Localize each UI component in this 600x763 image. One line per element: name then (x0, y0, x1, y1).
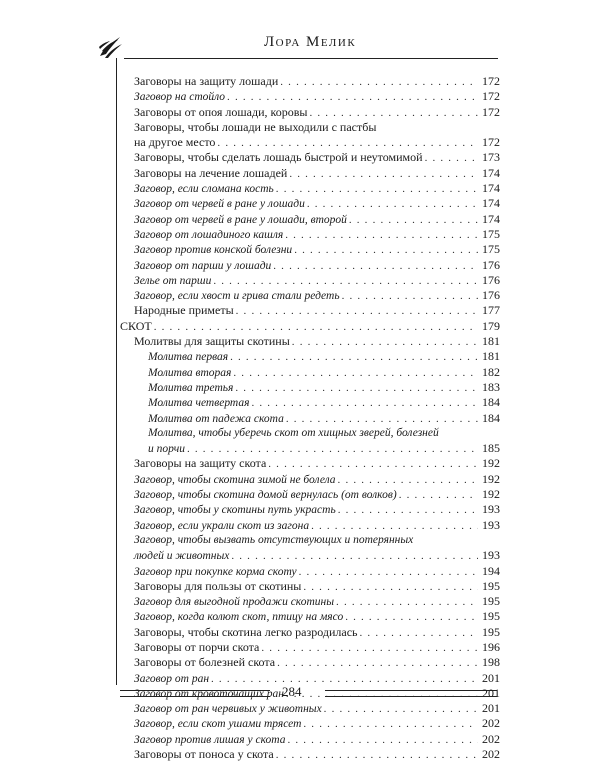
toc-leader-dots (276, 182, 478, 197)
toc-leader-dots (303, 717, 478, 732)
toc-entry-title: Молитва от падежа скота (148, 412, 284, 425)
toc-entry-page: 202 (482, 747, 500, 762)
toc-entry-page: 195 (482, 578, 500, 593)
toc-entry-page: 201 (482, 685, 500, 700)
toc-entry-title: Молитва вторая (148, 366, 232, 379)
toc-leader-dots (292, 335, 478, 350)
toc-entry-title: Заговор от ран (134, 672, 210, 685)
table-of-contents (120, 74, 500, 762)
toc-entry (120, 671, 500, 686)
toc-entry-title: Молитва, чтобы уберечь скот от хищных зверей, болезней (148, 426, 439, 439)
toc-entry (120, 625, 500, 640)
toc-entry-page: 172 (482, 89, 500, 104)
toc-entry (120, 258, 500, 273)
toc-leader-dots (287, 733, 478, 748)
toc-entry (120, 242, 500, 257)
toc-entry-title: Заговор на стойло (134, 91, 226, 104)
toc-entry (120, 227, 500, 242)
toc-entry-title: и порчи (148, 443, 185, 456)
toc-entry (120, 334, 500, 349)
toc-entry-page: 192 (482, 456, 500, 471)
toc-entry-title: Заговоры, чтобы сделать лошадь быстрой и неутомимой (134, 150, 423, 165)
toc-leader-dots (280, 75, 478, 90)
toc-entry (120, 273, 500, 288)
toc-leader-dots (349, 213, 478, 228)
toc-entry (120, 411, 500, 426)
toc-entry (120, 441, 500, 456)
toc-leader-dots (285, 228, 478, 243)
toc-leader-dots (227, 90, 478, 105)
toc-leader-dots (286, 412, 478, 427)
margin-rule (116, 58, 117, 685)
toc-entry-title: Заговоры от болезней скота (134, 655, 276, 670)
toc-entry-title: Заговор при покупке корма скоту (134, 565, 297, 578)
toc-entry-page: 182 (482, 364, 500, 379)
toc-entry-page: 201 (482, 701, 500, 716)
toc-entry-title: Заговор, когда колют скот, птицу на мясо (134, 611, 344, 624)
toc-entry (120, 319, 500, 334)
toc-entry (120, 105, 500, 120)
toc-entry-title: Заговор от червей в ране у лошади (134, 198, 305, 211)
toc-leader-dots (231, 549, 478, 564)
toc-entry-page: 173 (482, 150, 500, 165)
toc-entry-page: 172 (482, 74, 500, 88)
toc-entry-page: 174 (482, 181, 500, 196)
toc-leader-dots (276, 748, 478, 763)
toc-entry-page: 177 (482, 303, 500, 318)
toc-entry (120, 548, 500, 563)
toc-leader-dots (342, 289, 478, 304)
toc-entry-title: Заговор, если хвост и грива стали редеть (134, 290, 340, 303)
toc-entry (120, 640, 500, 655)
toc-entry-title: Заговор от червей в ране у лошади, второй (134, 213, 347, 226)
toc-entry-page: 184 (482, 395, 500, 410)
toc-leader-dots (251, 396, 478, 411)
toc-entry-title: Заговор, чтобы скотина домой вернулась (от волков) (134, 489, 397, 502)
toc-leader-dots (425, 151, 478, 166)
toc-entry-title: Молитвы для защиты скотины (134, 334, 290, 349)
toc-entry-page: 179 (482, 318, 500, 333)
toc-leader-dots (311, 519, 478, 534)
toc-entry-title: Молитва третья (148, 381, 234, 394)
toc-entry-title: Заговоры на защиту скота (134, 456, 267, 471)
toc-entry-page: 196 (482, 639, 500, 654)
toc-entry (120, 166, 500, 181)
toc-entry-page: 181 (482, 334, 500, 349)
toc-leader-dots (268, 457, 478, 472)
toc-entry-title: Заговор, если украли скот из загона (134, 519, 310, 532)
toc-leader-dots (273, 259, 478, 274)
toc-entry (120, 594, 500, 609)
toc-entry (120, 150, 500, 165)
toc-entry-title: Заговоры, чтобы лошади не выходили с пастбы (134, 119, 377, 134)
toc-entry-title: Заговор против конской болезни (134, 244, 293, 257)
toc-leader-dots (235, 381, 478, 396)
toc-entry-title: Народные приметы (134, 303, 234, 318)
toc-entry (120, 426, 500, 441)
toc-leader-dots (277, 656, 478, 671)
toc-entry-title: Молитва первая (148, 351, 229, 364)
toc-leader-dots (309, 106, 478, 121)
toc-entry-title: Заговоры от опоя лошади, коровы (134, 104, 308, 119)
toc-leader-dots (299, 565, 478, 580)
toc-entry (120, 288, 500, 303)
toc-entry-page: 184 (482, 410, 500, 425)
toc-entry-page: 201 (482, 670, 500, 685)
toc-entry (120, 74, 500, 89)
toc-entry (120, 564, 500, 579)
toc-entry-page: 181 (482, 349, 500, 364)
running-header-author: Лора Мелик (264, 34, 357, 50)
toc-entry-title: Заговор от парши у лошади (134, 259, 272, 272)
toc-entry-page: 202 (482, 731, 500, 746)
toc-entry-title: Заговоры на защиту лошади (134, 74, 279, 88)
toc-entry (120, 380, 500, 395)
toc-entry-title: Заговоры от порчи скота (134, 639, 260, 654)
toc-entry-title: Зелье от парши (134, 274, 212, 287)
toc-leader-dots (307, 197, 478, 212)
toc-entry (120, 609, 500, 624)
toc-entry (120, 135, 500, 150)
toc-entry-title: Заговор от ран червивых у животных (134, 703, 322, 716)
toc-entry-title: Заговоры от поноса у скота (134, 747, 274, 762)
toc-leader-dots (261, 641, 478, 656)
toc-entry-title: Заговор, если сломана кость (134, 183, 274, 196)
toc-entry (120, 196, 500, 211)
toc-entry-title: Заговор, чтобы скотина зимой не болела (134, 473, 336, 486)
toc-entry-page: 185 (482, 441, 500, 456)
toc-entry-page: 175 (482, 242, 500, 257)
toc-entry-page: 174 (482, 211, 500, 226)
tribal-ornament-icon (98, 34, 124, 60)
toc-leader-dots (360, 626, 478, 641)
toc-leader-dots (211, 672, 478, 687)
toc-entry-page: 198 (482, 655, 500, 670)
toc-entry-title: Заговор для выгодной продажи скотины (134, 596, 335, 609)
toc-entry-title: Заговоры на лечение лошадей (134, 165, 288, 180)
toc-leader-dots (289, 167, 478, 182)
toc-entry (120, 502, 500, 517)
toc-entry-page: 195 (482, 594, 500, 609)
toc-entry-page: 172 (482, 104, 500, 119)
toc-leader-dots (338, 473, 478, 488)
toc-entry-page: 193 (482, 548, 500, 563)
toc-leader-dots (324, 702, 478, 717)
toc-entry-page: 174 (482, 165, 500, 180)
footer-rule-left (120, 690, 270, 697)
toc-leader-dots (236, 304, 478, 319)
toc-entry (120, 533, 500, 548)
toc-entry-page: 192 (482, 471, 500, 486)
toc-entry-title: Молитва четвертая (148, 397, 250, 410)
page-number: 284 (282, 684, 302, 699)
toc-leader-dots (230, 350, 478, 365)
toc-entry-page: 176 (482, 288, 500, 303)
toc-entry (120, 456, 500, 471)
toc-entry (120, 579, 500, 594)
toc-leader-dots (213, 274, 478, 289)
toc-entry-title: Заговоры для пользы от скотины (134, 578, 302, 593)
toc-entry (120, 212, 500, 227)
toc-entry (120, 181, 500, 196)
toc-entry-page: 176 (482, 272, 500, 287)
toc-entry-page: 174 (482, 196, 500, 211)
toc-entry (120, 747, 500, 762)
toc-entry (120, 732, 500, 747)
toc-leader-dots (399, 488, 478, 503)
toc-entry-title: Заговор, чтобы у скотины путь украсть (134, 504, 336, 517)
toc-entry-title: на другое место (134, 135, 216, 150)
toc-entry-title: Заговор против лишая у скота (134, 733, 286, 746)
toc-entry-page: 192 (482, 487, 500, 502)
toc-entry (120, 365, 500, 380)
toc-leader-dots (338, 503, 478, 518)
toc-entry-title: Заговоры, чтобы скотина легко разродилась (134, 624, 358, 639)
toc-entry (120, 303, 500, 318)
toc-entry (120, 716, 500, 731)
toc-entry-page: 195 (482, 609, 500, 624)
toc-entry (120, 472, 500, 487)
toc-leader-dots (345, 610, 478, 625)
toc-entry (120, 395, 500, 410)
toc-entry-title: Заговор от лошадиного кашля (134, 228, 284, 241)
toc-entry (120, 89, 500, 104)
toc-leader-dots (154, 320, 478, 335)
toc-entry (120, 655, 500, 670)
toc-entry-page: 183 (482, 379, 500, 394)
toc-entry (120, 349, 500, 364)
header-rule (124, 58, 498, 59)
toc-entry-page: 175 (482, 226, 500, 241)
toc-entry (120, 487, 500, 502)
toc-entry-title: людей и животных (134, 550, 230, 563)
toc-entry-title: Заговор от кровоточащих ран (134, 687, 284, 700)
toc-entry-page: 194 (482, 563, 500, 578)
toc-entry-page: 195 (482, 624, 500, 639)
toc-leader-dots (217, 136, 478, 151)
toc-entry-page: 193 (482, 517, 500, 532)
toc-entry (120, 701, 500, 716)
toc-leader-dots (294, 243, 478, 258)
toc-entry-page: 172 (482, 135, 500, 150)
toc-entry-title: СКОТ (120, 318, 152, 333)
toc-leader-dots (303, 580, 478, 595)
toc-entry-page: 176 (482, 257, 500, 272)
footer-rule-right (325, 690, 497, 697)
toc-entry (120, 120, 500, 135)
toc-leader-dots (233, 366, 478, 381)
toc-leader-dots (336, 595, 478, 610)
toc-entry-title: Заговор, чтобы вызвать отсутствующих и потерянных (134, 533, 414, 546)
toc-entry-title: Заговор, если скот ушами трясет (134, 718, 302, 731)
toc-entry-page: 193 (482, 502, 500, 517)
toc-entry (120, 518, 500, 533)
toc-leader-dots (187, 442, 478, 457)
toc-entry-page: 202 (482, 716, 500, 731)
